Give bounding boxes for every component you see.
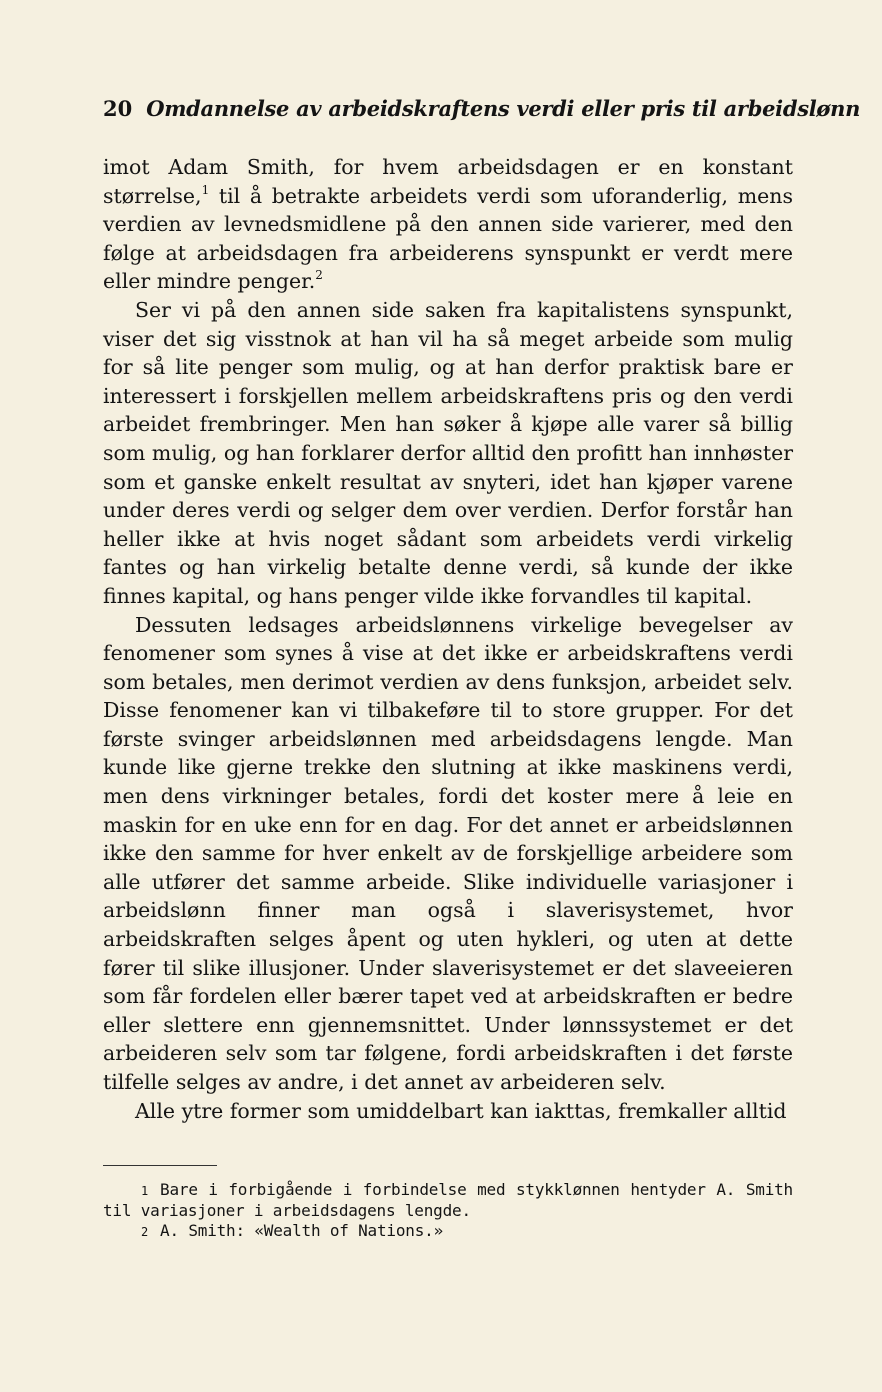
paragraph-3: Dessuten ledsages arbeidslønnens virkelige bevegelser av fenomener som synes å vise at det ikke er arbeidskraftens verdi som betales, men derimot verdien av dens funksjon, arbeidet selv. Disse fenomener kan vi tilbakeføre til to store grupper. For det første svinger arbeidslønnen med arbeidsdagens lengde. Man kunde like gjerne trekke den slutning at ikke maskinens verdi, men dens virkninger betales, fordi det koster mere å leie en maskin for en uke enn for en dag. For det annet er arbeidslønnen ikke den samme for hver enkelt av de forskjellige arbeidere som alle utfører det samme arbeide. Slike individuelle variasjoner i arbeidslønn finner man også i slaverisystemet, hvor arbeidskraften selges åpent og uten hykleri, og uten at dette fører til slike illusjoner. Under slaverisystemet er det slaveeieren som får fordelen eller bærer tapet ved at arbeidskraften er bedre eller slettere enn gjennemsnittet. Under lønnssystemet er det arbeideren selv som tar følgene, fordi arbeidskraften i det første tilfelle selges av andre, i det annet av arbeideren selv.	[103, 612, 793, 1094]
footnote-2	[103, 1221, 793, 1242]
paragraph-1-text-a: imot Adam Smith, for hvem arbeidsdagen er en konstant størrelse,	[103, 155, 793, 208]
running-head	[103, 94, 861, 124]
paragraph-1	[103, 153, 793, 296]
body-text	[103, 153, 793, 1125]
paragraph-1-text-b: til å betrakte arbeidets verdi som uforanderlig, mens verdien av levnedsmidlene på den annen side varierer, med den følge at arbeidsdagen fra arbeiderens synspunkt er verdt mere eller mindre penger.	[103, 183, 793, 294]
page-number: 20	[103, 96, 133, 121]
footnote-ref-1: 1	[201, 182, 210, 197]
footnote-ref-2: 2	[315, 268, 323, 283]
footnote-1	[103, 1180, 793, 1221]
footnote-divider	[103, 1165, 217, 1166]
paragraph-4: Alle ytre former som umiddelbart kan iakttas, fremkaller alltid	[135, 1098, 787, 1123]
footnote-2-text: A. Smith: «Wealth of Nations.»	[160, 1221, 444, 1240]
paragraph-2: Ser vi på den annen side saken fra kapitalistens synspunkt, viser det sig visstnok at han vil ha så meget arbeide som mulig for så lite penger som mulig, og at han derfor praktisk bare er interessert i forskjellen mellem arbeidskraftens pris og den verdi arbeidet frembringer. Men han søker å kjøpe alle varer så billig som mulig, og han forklarer derfor alltid den profitt han innhøster som et ganske enkelt resultat av snyteri, idet han kjøper varene under deres verdi og selger dem over verdien. Derfor forstår han heller ikke at hvis noget sådant som arbeidets verdi virkelig fantes og han virkelig betalte denne verdi, så kunde der ikke finnes kapital, og hans penger vilde ikke forvandles til kapital.	[103, 297, 793, 608]
footnote-2-mark: 2	[141, 1225, 149, 1239]
footnote-1-mark: 1	[141, 1184, 149, 1198]
footnote-1-text: Bare i forbigående i forbindelse med stykklønnen hentyder A. Smith til variasjoner i arbeidsdagens lengde.	[103, 1180, 793, 1220]
chapter-title: Omdannelse av arbeidskraftens verdi eller pris til arbeidslønn	[146, 96, 861, 121]
footnotes	[103, 1180, 793, 1242]
